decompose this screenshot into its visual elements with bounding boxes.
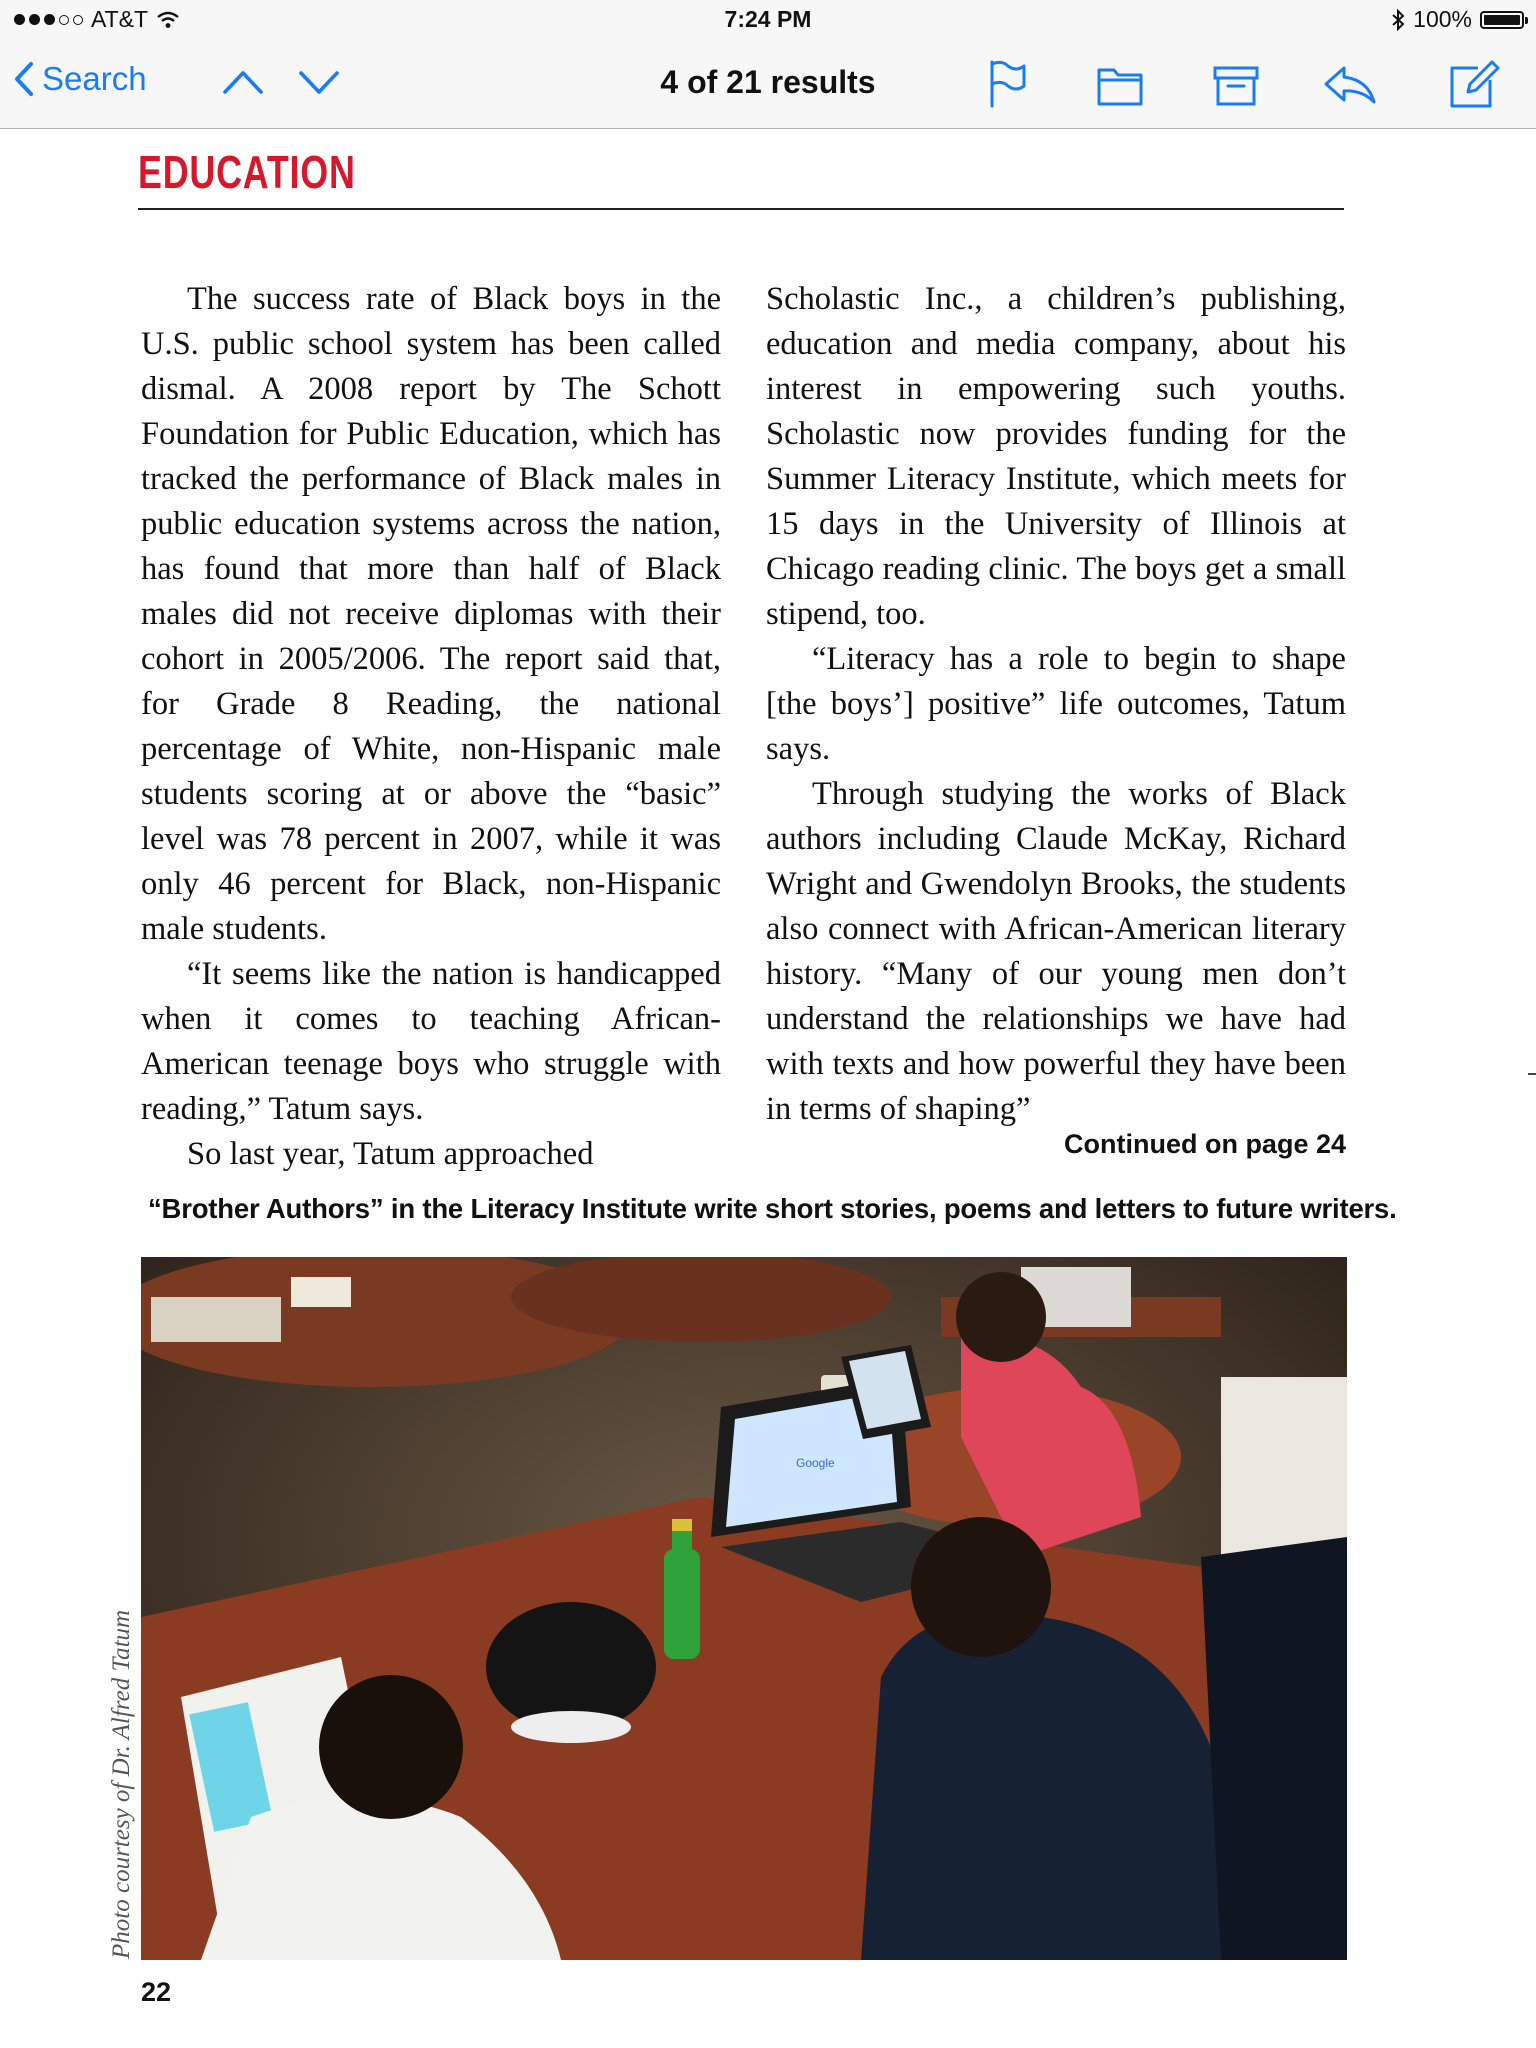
article-paragraph: So last year, Tatum approached bbox=[187, 1136, 594, 1172]
heading-divider bbox=[138, 208, 1344, 210]
article-paragraph: The success rate of Black boys in the U.S. public school system has been called dismal. A 2008 report by The Schott Foundation for Public Education, which has tracked the performance of Black males in public education systems across the nation, has found that more than half of Black males did not receive diplomas with their cohort in 2005/2006. The report said that, for Grade 8 Reading, the national percentage of White, non-Hispanic male students scoring at or above the “basic” level was 78 percent in 2007, while it was only 46 percent for Black, non-Hispanic male students. bbox=[141, 281, 721, 947]
photo-credit: Photo courtesy of Dr. Alfred Tatum bbox=[108, 1609, 135, 1959]
article-paragraph: “Literacy has a role to begin to shape [the boys’] positive” life outcomes, Tatum says. bbox=[766, 641, 1346, 767]
reply-icon[interactable] bbox=[1322, 58, 1378, 110]
section-heading: EDUCATION bbox=[138, 146, 356, 198]
status-time: 7:24 PM bbox=[724, 6, 812, 32]
chevron-left-icon bbox=[14, 61, 34, 97]
flag-icon[interactable] bbox=[988, 58, 1028, 110]
article-column-left bbox=[141, 277, 721, 1177]
archive-icon[interactable] bbox=[1212, 58, 1260, 110]
continued-notice: Continued on page 24 bbox=[1063, 1129, 1346, 1159]
battery-icon bbox=[1480, 11, 1524, 29]
navigation-bar bbox=[0, 40, 1536, 129]
article-paragraph: “It seems like the nation is handicapped when it comes to teaching African-American teenage boys who struggle with reading,” Tatum says. bbox=[141, 956, 721, 1127]
folder-icon[interactable] bbox=[1096, 58, 1144, 110]
back-to-search-button[interactable] bbox=[14, 60, 147, 98]
bluetooth-icon bbox=[1391, 9, 1405, 31]
article-paragraph: Through studying the works of Black authors including Claude McKay, Richard Wright and Gwendolyn Brooks, the students also connect with African-American literary history. “Many of our young men don’t understand the relationships we have had with texts and how powerful they have been in terms of shaping” bbox=[766, 776, 1346, 1127]
battery-percent: 100% bbox=[1413, 6, 1472, 32]
results-counter: 4 of 21 results bbox=[660, 64, 876, 100]
photo-caption: “Brother Authors” in the Literacy Institute write short stories, poems and letters to future writers. bbox=[148, 1193, 1397, 1224]
compose-icon[interactable] bbox=[1448, 58, 1500, 110]
classroom-photo-illustration bbox=[141, 1257, 1347, 1960]
magazine-page bbox=[0, 129, 1536, 2048]
article-paragraph: Scholastic Inc., a children’s publishing, education and media company, about his interest in empowering such youths. Scholastic now provides funding for the Summer Literacy Institute, which meets for 15 days in the University of Illinois at Chicago reading clinic. The boys get a small stipend, too. bbox=[766, 281, 1346, 632]
back-label: Search bbox=[42, 60, 147, 97]
carrier-name: AT&T bbox=[91, 6, 149, 32]
status-bar bbox=[0, 0, 1536, 40]
chevron-up-icon[interactable] bbox=[222, 62, 264, 102]
status-right bbox=[1391, 6, 1524, 33]
page-edge-mark bbox=[1528, 1073, 1536, 1075]
article-column-right bbox=[766, 277, 1346, 1132]
article-photo bbox=[141, 1257, 1347, 1960]
laptop-screen-text: Google bbox=[796, 1456, 835, 1470]
chevron-down-icon[interactable] bbox=[298, 62, 340, 102]
page-number: 22 bbox=[141, 1977, 172, 2007]
